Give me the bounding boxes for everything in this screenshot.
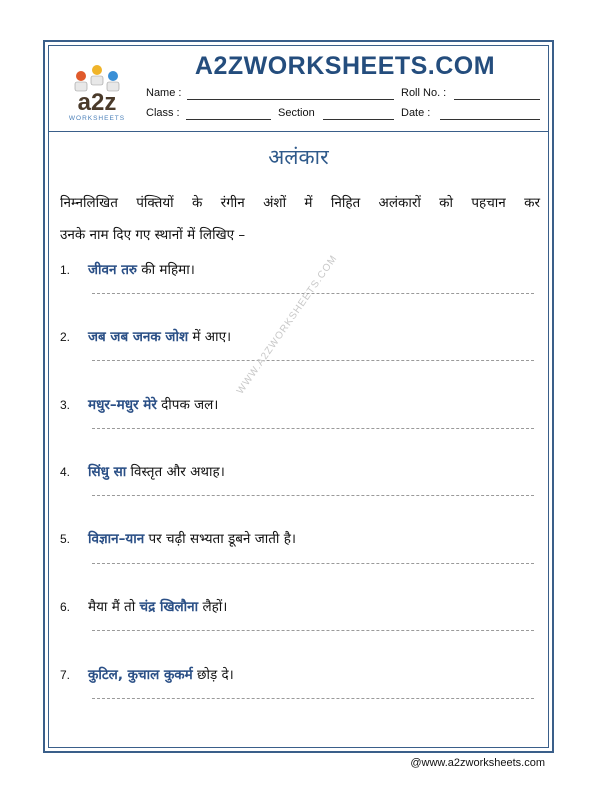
highlighted-phrase: कुटिल, कुचाल कुकर्म xyxy=(88,667,193,683)
question-1 xyxy=(60,260,540,278)
worksheet-title: अलंकार xyxy=(268,145,329,169)
logo-text: a2z xyxy=(77,89,117,116)
question-7 xyxy=(60,665,540,683)
name-field[interactable] xyxy=(187,99,394,100)
logo-subtext: WORKSHEETS xyxy=(68,115,126,122)
question-text: पर चढ़ी सभ्यता डूबने जाती है। xyxy=(144,531,297,547)
question-number: 1. xyxy=(60,263,71,277)
question-2 xyxy=(60,327,540,345)
site-title: A2ZWORKSHEETS.COM xyxy=(194,52,496,80)
section-label: Section xyxy=(278,107,315,119)
logo-figures-icon xyxy=(75,65,119,91)
roll-field[interactable] xyxy=(454,99,540,100)
highlighted-phrase: मधुर–मधुर मेरे xyxy=(88,397,157,413)
question-text: दीपक जल। xyxy=(156,397,219,413)
answer-line-3[interactable] xyxy=(92,428,534,429)
date-label: Date : xyxy=(401,107,431,119)
footer-url[interactable]: @www.a2zworksheets.com xyxy=(410,757,545,769)
question-text: लैहों। xyxy=(198,599,228,615)
answer-line-7[interactable] xyxy=(92,698,534,699)
question-text: विस्तृत और अथाह। xyxy=(126,464,225,480)
question-text: मैया मैं तो xyxy=(88,599,140,615)
highlighted-phrase: जीवन तरु xyxy=(88,262,137,278)
question-text: की महिमा। xyxy=(136,262,195,278)
highlighted-phrase: चंद्र खिलौना xyxy=(139,599,199,615)
question-number: 7. xyxy=(60,668,71,682)
answer-line-6[interactable] xyxy=(92,630,534,631)
instruction-line-2: उनके नाम दिए गए स्थानों में लिखिए – xyxy=(60,227,246,243)
question-text: छोड़ दे। xyxy=(192,667,234,683)
highlighted-phrase: सिंधु सा xyxy=(88,464,127,480)
question-3 xyxy=(60,395,540,413)
class-field[interactable] xyxy=(186,119,271,120)
section-field[interactable] xyxy=(323,119,394,120)
question-5 xyxy=(60,529,540,547)
highlighted-phrase: विज्ञान–यान xyxy=(88,531,145,547)
highlighted-phrase: जब जब जनक जोश xyxy=(88,329,189,345)
question-number: 2. xyxy=(60,330,71,344)
class-label: Class : xyxy=(146,107,180,119)
name-label: Name : xyxy=(146,87,182,99)
question-number: 6. xyxy=(60,600,71,614)
question-number: 5. xyxy=(60,532,71,546)
answer-line-2[interactable] xyxy=(92,360,534,361)
question-number: 3. xyxy=(60,398,71,412)
question-6 xyxy=(60,597,540,615)
answer-line-4[interactable] xyxy=(92,495,534,496)
question-number: 4. xyxy=(60,465,71,479)
question-4 xyxy=(60,462,540,480)
watermark: WWW.A2ZWORKSHEETS.COM xyxy=(235,253,340,397)
header-divider xyxy=(48,131,549,132)
instruction-line-1: निम्नलिखित पंक्तियों के रंगीन अंशों में निहित अलंकारों को पहचान कर xyxy=(60,195,540,211)
date-field[interactable] xyxy=(440,119,540,120)
a2z-logo-icon xyxy=(57,60,137,122)
answer-line-5[interactable] xyxy=(92,563,534,564)
question-text: में आए। xyxy=(188,329,232,345)
roll-label: Roll No. : xyxy=(401,87,447,99)
